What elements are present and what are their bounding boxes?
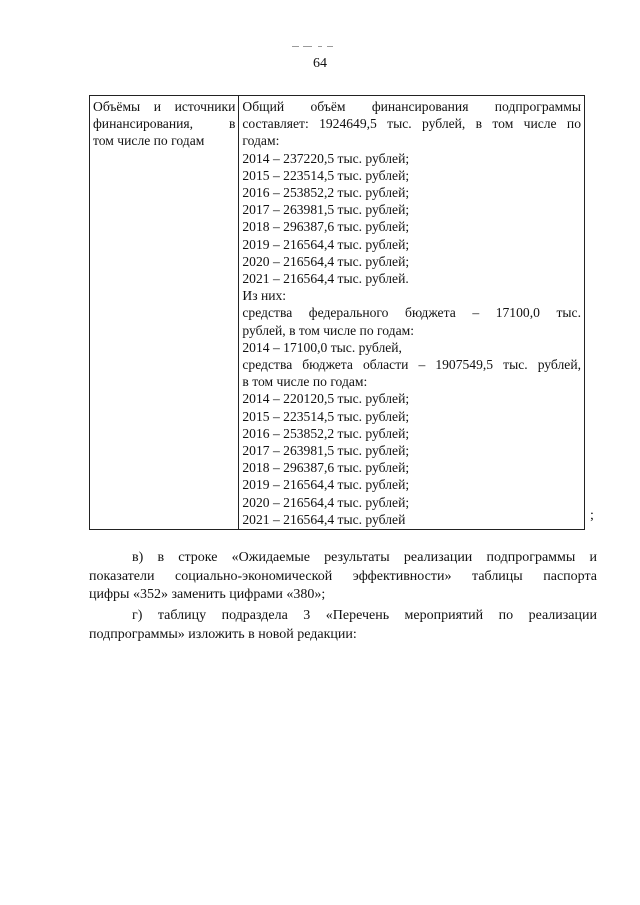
- value-line: 2014 – 237220,5 тыс. рублей;: [242, 150, 410, 166]
- paragraph-line: цифры «352» заменить цифрами «380»;: [89, 587, 326, 603]
- label-line: Объёмы и источники: [93, 99, 236, 114]
- value-line: Из них:: [242, 288, 287, 304]
- trailing-semicolon: ;: [590, 508, 594, 523]
- value-line: 2014 – 220120,5 тыс. рублей;: [242, 391, 410, 407]
- paragraph-line: подпрограммы» изложить в новой редакции:: [89, 626, 357, 642]
- value-line: средства бюджета области – 1907549,5 тыс. рублей,: [242, 357, 581, 373]
- value-line: 2016 – 253852,2 тыс. рублей;: [242, 185, 410, 201]
- paragraph-g: [89, 607, 597, 644]
- value-line: Общий объём финансирования подпрограммы: [242, 99, 581, 114]
- paragraph-line: показатели социально-экономической эффективности» таблицы паспорта: [89, 568, 597, 584]
- paragraph-v: [89, 549, 597, 605]
- passport-table: [89, 95, 585, 530]
- scan-artifact: [292, 44, 340, 49]
- value-line: 2016 – 253852,2 тыс. рублей;: [242, 425, 410, 441]
- table-row: [90, 96, 585, 530]
- value-cell: [239, 96, 585, 530]
- label-line: том числе по годам: [93, 133, 205, 149]
- value-line: 2021 – 216564,4 тыс. рублей.: [242, 271, 409, 287]
- value-line: составляет: 1924649,5 тыс. рублей, в том числе по: [242, 116, 581, 132]
- paragraph-line: г) таблицу подраздела 3 «Перечень мероприятий по реализации: [132, 608, 597, 623]
- value-line: 2015 – 223514,5 тыс. рублей;: [242, 408, 410, 424]
- value-line: 2020 – 216564,4 тыс. рублей;: [242, 494, 410, 510]
- value-line: 2020 – 216564,4 тыс. рублей;: [242, 253, 410, 269]
- value-line: 2017 – 263981,5 тыс. рублей;: [242, 202, 410, 218]
- value-line: 2018 – 296387,6 тыс. рублей;: [242, 460, 410, 476]
- value-line: средства федерального бюджета – 17100,0 тыс.: [242, 305, 581, 321]
- value-line: годам:: [242, 133, 280, 149]
- value-line: 2017 – 263981,5 тыс. рублей;: [242, 443, 410, 459]
- value-line: 2019 – 216564,4 тыс. рублей;: [242, 236, 410, 252]
- value-line: рублей, в том числе по годам:: [242, 322, 414, 338]
- value-line: 2018 – 296387,6 тыс. рублей;: [242, 219, 410, 235]
- label-line: финансирования, в: [93, 116, 236, 132]
- value-line: в том числе по годам:: [242, 374, 368, 390]
- page-number: 64: [313, 56, 327, 71]
- paragraph-line: в) в строке «Ожидаемые результаты реализации подпрограммы и: [132, 550, 597, 565]
- value-line: 2019 – 216564,4 тыс. рублей;: [242, 477, 410, 493]
- label-cell: [90, 96, 239, 530]
- value-line: 2015 – 223514,5 тыс. рублей;: [242, 167, 410, 183]
- value-line: 2014 – 17100,0 тыс. рублей,: [242, 339, 402, 355]
- value-line: 2021 – 216564,4 тыс. рублей: [242, 511, 406, 527]
